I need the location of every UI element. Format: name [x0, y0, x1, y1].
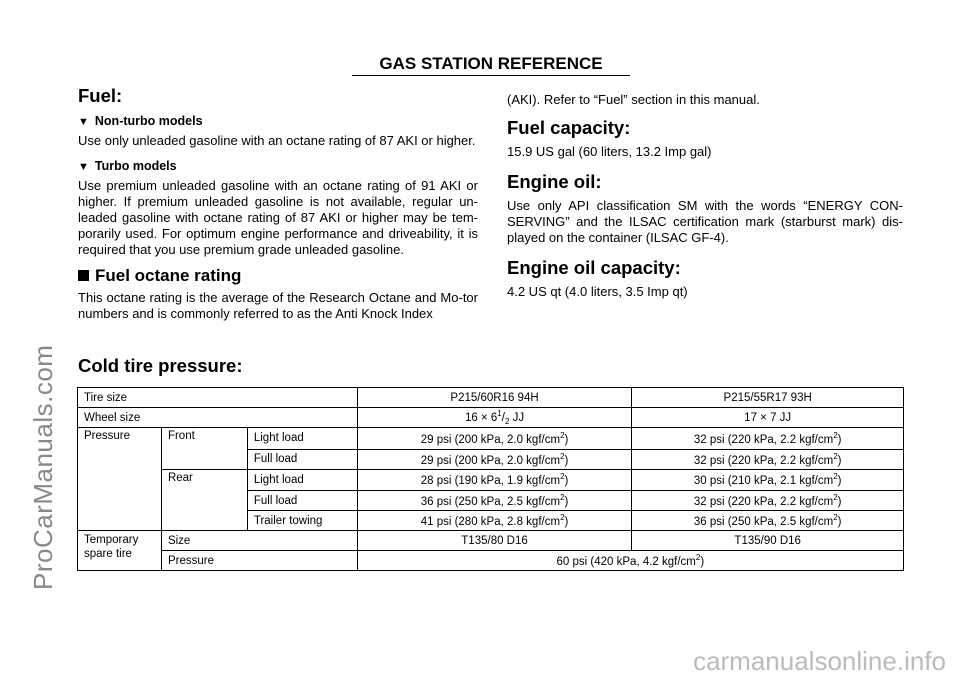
- blank-cell: [161, 511, 247, 531]
- pressure-value: 36 psi (250 kPa, 2.5 kgf/$cm^2$): [357, 491, 632, 511]
- wheel-a-main: 16 × 6: [464, 411, 498, 424]
- nonturbo-text: Use only unleaded gasoline with an octane rating of 87 AKI or higher.: [78, 133, 476, 148]
- blank-cell: [78, 491, 162, 511]
- spare-pressure-label: Pressure: [161, 551, 357, 571]
- table-row: [78, 388, 904, 408]
- nonturbo-subheading: [78, 113, 478, 130]
- front-label: Front: [161, 428, 247, 450]
- octane-text: This octane rating is the average of the Research Octane and Mo-tor numbers and is commonly referred to as the Anti Knock Index: [78, 290, 478, 321]
- load-label: Full load: [247, 449, 357, 469]
- pressure-value: 32 psi (220 kPa, 2.2 kgf/$cm^2$): [632, 428, 904, 450]
- table-row: [78, 511, 904, 531]
- wheel-size-a: $16 \times 6^1/_2$ JJ: [357, 408, 632, 428]
- table-row: [78, 491, 904, 511]
- wheel-size-b: 17 × 7 JJ: [632, 408, 904, 428]
- blank-cell: [78, 511, 162, 531]
- wheel-a-denominator: 2: [504, 417, 510, 427]
- page-title: GAS STATION REFERENCE: [352, 54, 630, 76]
- engine-oil-heading: Engine oil:: [507, 171, 602, 192]
- table-row: [78, 449, 904, 469]
- wheel-a-suffix: JJ: [509, 411, 525, 424]
- fuel-heading: Fuel:: [78, 85, 123, 106]
- turbo-text: Use premium unleaded gasoline with an octane rating of 91 AKI or higher. If premium unleaded gasoline is not available, regular un-leaded gasoline with octane rating of 87 AKI or higher may be tem-porarily used. For optimum engine performance and driveability, it is required that you use premium grade unleaded gasoline.: [78, 178, 478, 257]
- table-row: [78, 469, 904, 491]
- octane-heading-text: Fuel octane rating: [95, 266, 242, 285]
- blank-cell: [78, 449, 162, 469]
- fuel-capacity-text: 15.9 US gal (60 liters, 13.2 Imp gal): [507, 144, 712, 159]
- turbo-label: Turbo models: [94, 159, 177, 173]
- triangle-down-icon: ▼: [78, 161, 89, 173]
- nonturbo-label: Non-turbo models: [94, 114, 203, 128]
- table-row: [78, 551, 904, 571]
- tire-pressure-table: [77, 387, 904, 571]
- load-label: Light load: [247, 469, 357, 491]
- blank-cell: [161, 491, 247, 511]
- octane-text-continued: (AKI). Refer to “Fuel” section in this manual.: [507, 92, 760, 107]
- spare-size-label: Size: [161, 531, 357, 551]
- pressure-value: 32 psi (220 kPa, 2.2 kgf/$cm^2$): [632, 491, 904, 511]
- blank-cell: [161, 449, 247, 469]
- pressure-value: 41 psi (280 kPa, 2.8 kgf/$cm^2$): [357, 511, 632, 531]
- wheel-a-numerator: 1: [497, 408, 502, 418]
- fuel-capacity-heading: Fuel capacity:: [507, 117, 631, 138]
- load-label: Trailer towing: [247, 511, 357, 531]
- oil-capacity-text: 4.2 US qt (4.0 liters, 3.5 Imp qt): [507, 284, 688, 299]
- table-row: [78, 408, 904, 428]
- pressure-value: 29 psi (200 kPa, 2.0 kgf/$cm^2$): [357, 449, 632, 469]
- pressure-value: 32 psi (220 kPa, 2.2 kgf/$cm^2$): [632, 449, 904, 469]
- tire-size-a: P215/60R16 94H: [357, 388, 632, 408]
- table-row: [78, 531, 904, 551]
- right-column: [507, 92, 903, 300]
- table-row: [78, 428, 904, 450]
- pressure-value: 30 psi (210 kPa, 2.1 kgf/$cm^2$): [632, 469, 904, 491]
- triangle-down-icon: ▼: [78, 116, 89, 128]
- spare-pressure-value: 60 psi (420 kPa, 4.2 kgf/$cm^2$): [357, 551, 903, 571]
- octane-heading: [78, 268, 478, 284]
- pressure-value: 28 psi (190 kPa, 1.9 kgf/$cm^2$): [357, 469, 632, 491]
- pressure-label: Pressure: [78, 428, 162, 450]
- wheel-size-label: Wheel size: [78, 408, 358, 428]
- oil-capacity-heading: Engine oil capacity:: [507, 257, 681, 278]
- cold-tire-heading: Cold tire pressure:: [78, 355, 243, 376]
- tire-size-b: P215/55R17 93H: [632, 388, 904, 408]
- pressure-value: 36 psi (250 kPa, 2.5 kgf/$cm^2$): [632, 511, 904, 531]
- load-label: Light load: [247, 428, 357, 450]
- pressure-value: 29 psi (200 kPa, 2.0 kgf/$cm^2$): [357, 428, 632, 450]
- square-bullet-icon: [78, 270, 89, 281]
- temporary-spare-label: Temporary spare tire: [78, 531, 162, 571]
- bottom-watermark: carmanualsonline.info: [693, 646, 946, 676]
- left-column: [78, 85, 478, 322]
- engine-oil-text: Use only API classification SM with the words “ENERGY CON-SERVING” and the ILSAC certification mark (starburst mark) dis-played on the container (ILSAC GF-4).: [507, 198, 903, 245]
- load-label: Full load: [247, 491, 357, 511]
- tire-size-label: Tire size: [78, 388, 358, 408]
- side-watermark: ProCarManuals.com: [28, 344, 58, 590]
- blank-cell: [78, 469, 162, 491]
- spare-size-a: T135/80 D16: [357, 531, 632, 551]
- spare-size-b: T135/90 D16: [632, 531, 904, 551]
- turbo-subheading: [78, 158, 478, 175]
- rear-label: Rear: [161, 469, 247, 491]
